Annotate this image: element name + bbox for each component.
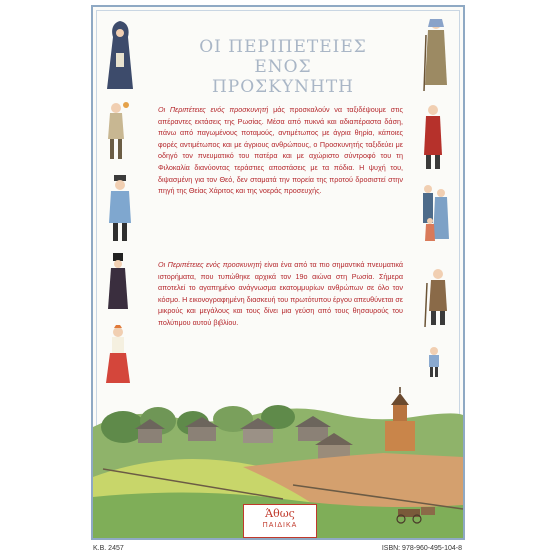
- old-woman-illustration: [421, 15, 451, 93]
- back-cover: [91, 5, 465, 540]
- isbn-number: ISBN: 978-960-495-104-8: [381, 545, 462, 552]
- publisher-name: Άθως: [265, 507, 295, 520]
- blurb-1-text: μάς προσκαλούν να ταξιδέψουμε στις απέραντες εκτάσεις της Ρωσίας. Μέσα από πυκνά και αδιαπέραστα δάση, πάνω από παγωμένους ποταμούς, αντιμέτωπος με άγρια θηρία, κάποιες φορές αντιμέτωπος και με άγριους ανθρώπους, ο Προσκυνητής ταξιδεύει με οδηγό τον πνευματικό του πατέρα και με αχώριστο σύντροφό του τη Φιλοκαλία διανύοντας τεράστιες αποστάσεις με τα πόδια. Η ψυχή του, διψασμένη για τον Θεό, δεν σταματά την πορεία της προτού δροσιστεί στην πηγή της Θείας Χάριτος και της νοεράς προσευχής.: [158, 105, 403, 196]
- family-illustration: [419, 181, 451, 245]
- blurb-paragraph-2: [158, 259, 403, 329]
- peasant-woman-illustration: [103, 325, 133, 387]
- title-line-1: ΟΙ ΠΕΡΙΠΕΤΕΙΕΣ: [199, 37, 367, 57]
- publisher-logo: [243, 504, 317, 538]
- priest-illustration: [105, 251, 131, 311]
- catalog-code: Κ.Β. 2457: [93, 545, 124, 552]
- blurb-2-text: είναι ένα από τα πιο σημαντικά πνευματικά ιστορήματα, που τυπώθηκε αρχικά τον 19ο αιώνα στη Ρωσία. Σήμερα αποτελεί το αγαπημένο ανάγνωσμα εκατομμυρίων ανθρώπων σε όλο τον κόσμο. Η εικονογραφημένη διασκευή του πρωτότυπου έργου απευθύνεται σε μικρούς και μεγάλους και τους δίνει μια γεύση από τους θησαυρούς του πολύτιμου αυτού βιβλίου.: [158, 260, 404, 327]
- coachman-illustration: [105, 173, 135, 245]
- blurb-2-book-title: Οι Περιπέτειες ενός προσκυνητή: [158, 260, 262, 269]
- publisher-imprint: ΠΑΙΔΙΚΑ: [262, 522, 298, 529]
- man-red-coat-illustration: [419, 101, 447, 173]
- pilgrim-illustration: [101, 99, 131, 165]
- blurb-1-book-title: Οι Περιπέτειες ενός προσκυνητή: [158, 105, 269, 114]
- child-illustration: [423, 345, 445, 379]
- title-line-2: ΕΝΟΣ ΠΡΟΣΚΥΝΗΤΗ: [211, 57, 354, 97]
- blurb-paragraph-1: [158, 104, 403, 197]
- book-title: [188, 37, 378, 97]
- monk-illustration: [103, 17, 137, 93]
- elder-with-staff-illustration: [423, 265, 453, 329]
